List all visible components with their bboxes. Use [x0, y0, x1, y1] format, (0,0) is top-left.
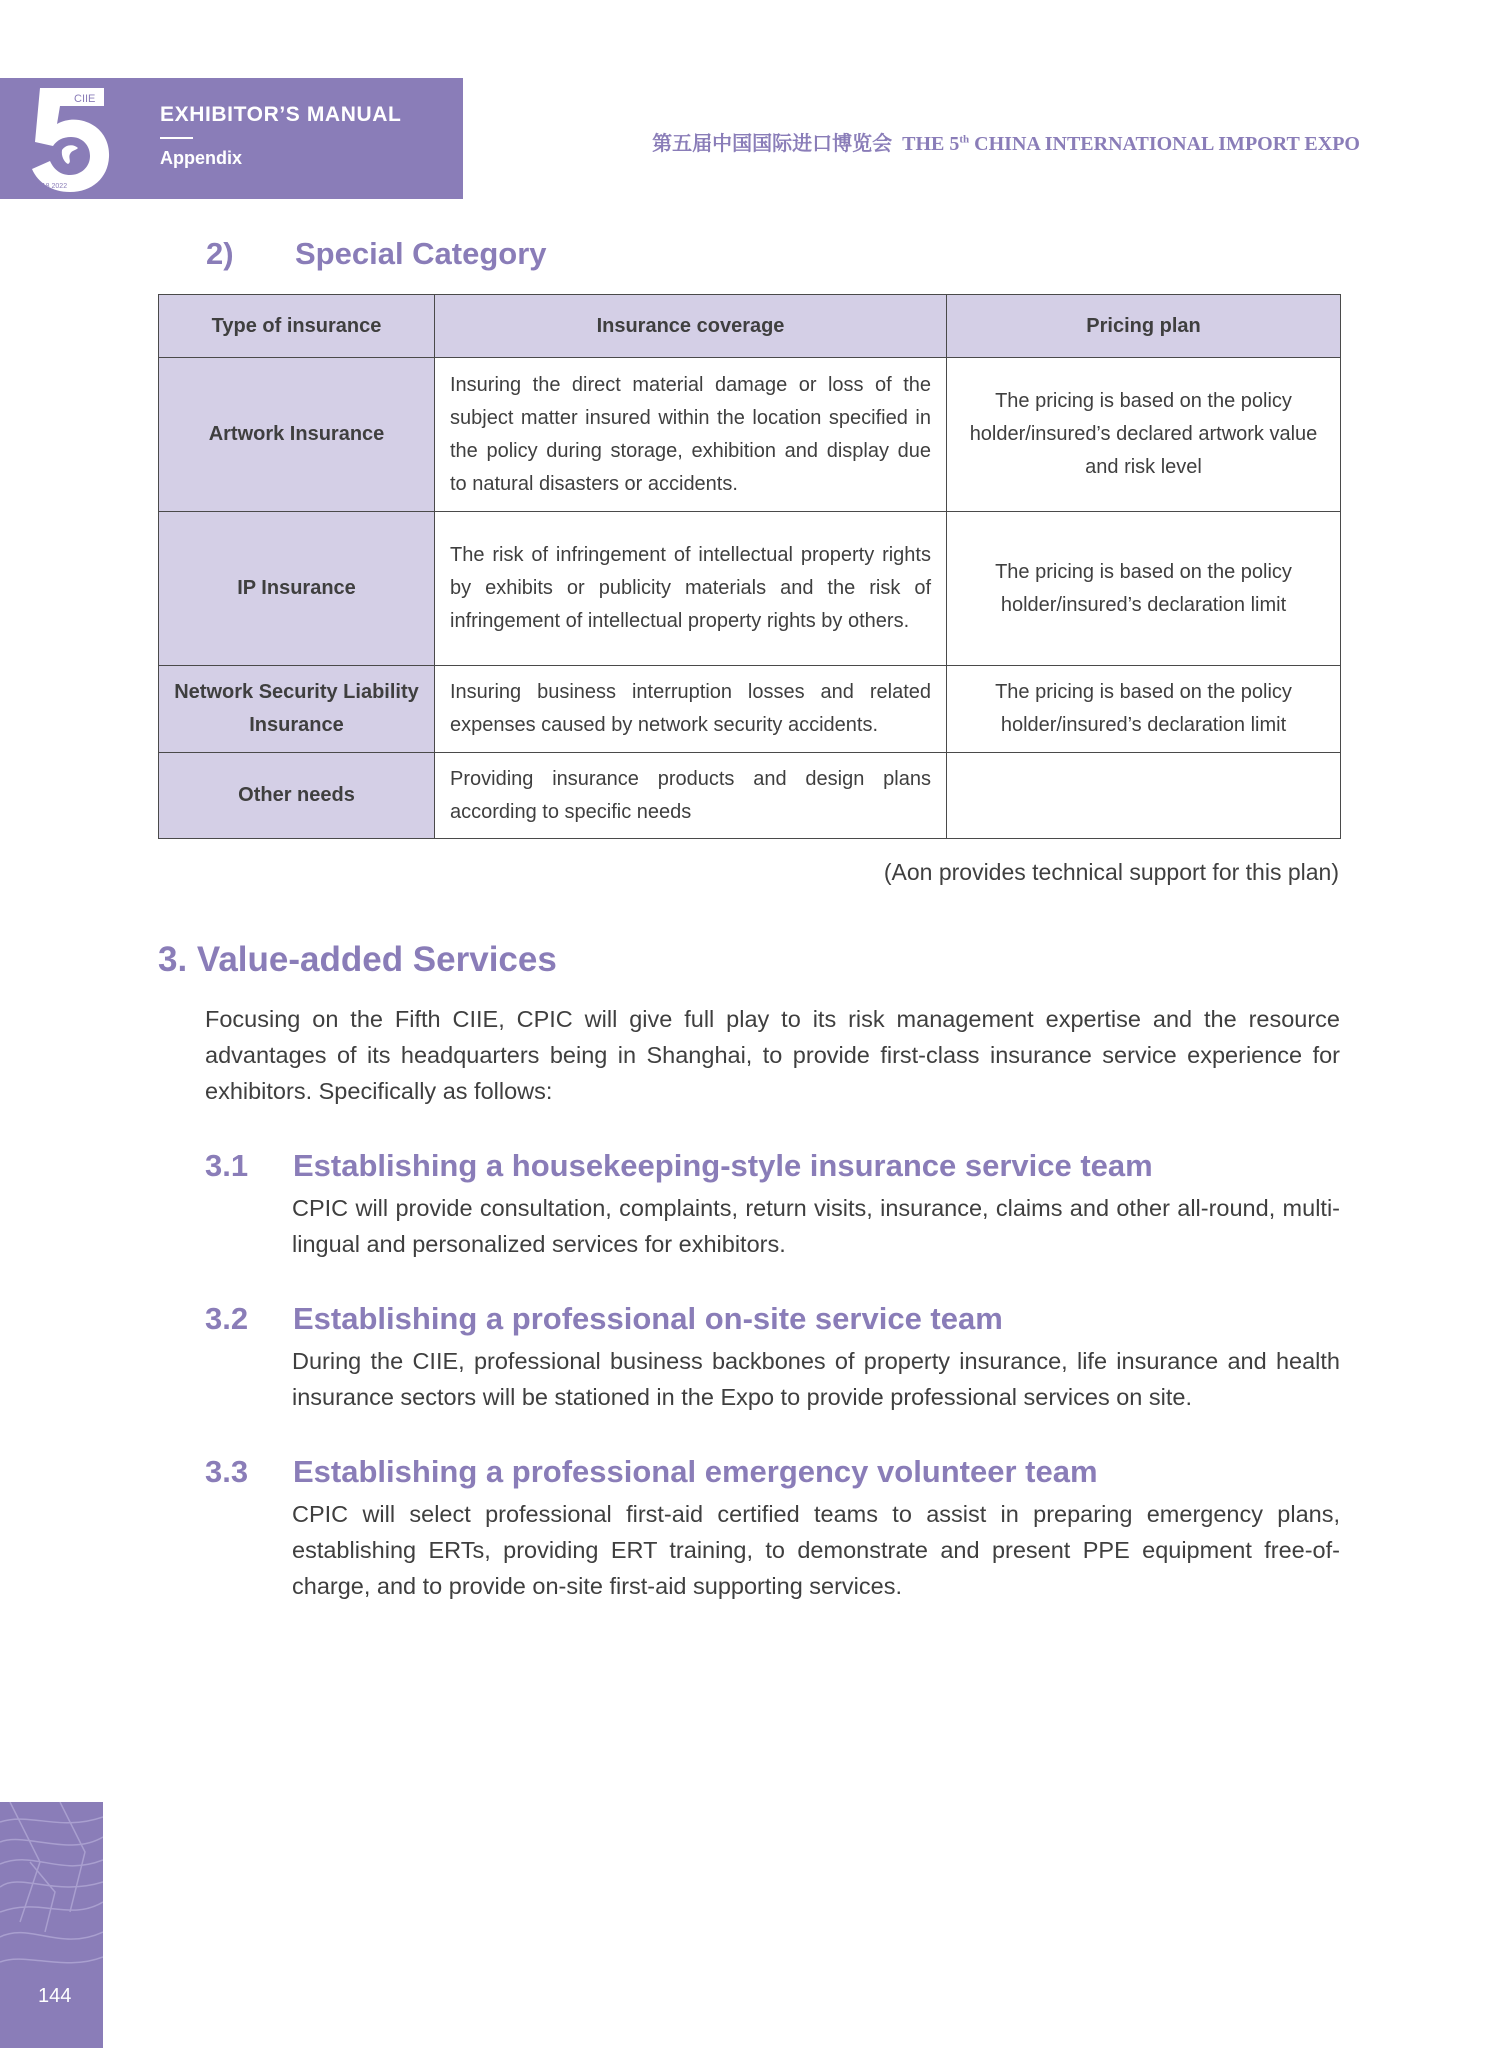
expo-name-en-sup: th	[959, 133, 970, 146]
cell-coverage: The risk of infringement of intellectual property rights by exhibits or publicity materials and the risk of infringement of intellectual property rights by others.	[435, 512, 947, 666]
value-added-intro: Focusing on the Fifth CIIE, CPIC will give full play to its risk management expertise and the resource advantages of its headquarters being in Shanghai, to provide first-class insurance service experience for exhibitors. Specifically as follows:	[205, 1006, 1340, 1104]
column-header-coverage: Insurance coverage	[435, 295, 947, 358]
item-title: Establishing a professional emergency volunteer team	[293, 1454, 1098, 1489]
table-header-row	[159, 295, 1341, 358]
cell-type: IP Insurance	[159, 512, 435, 666]
item-body: CPIC will select professional first-aid certified teams to assist in preparing emergency plans, establishing ERTs, providing ERT training, to demonstrate and present PPE equipment free-of-charge, and to provide on-site first-aid supporting services.	[292, 1501, 1340, 1599]
item-number: 3.3	[205, 1454, 249, 1489]
item-number: 3.2	[205, 1301, 249, 1336]
item-title: Establishing a professional on-site service team	[293, 1301, 1003, 1336]
item-body: CPIC will provide consultation, complaints, return visits, insurance, claims and other all-round, multi-lingual and personalized services for exhibitors.	[292, 1195, 1340, 1257]
cell-type: Other needs	[159, 753, 435, 839]
table-note: (Aon provides technical support for this plan)	[883, 859, 1339, 885]
table-row	[159, 512, 1341, 666]
item-title: Establishing a housekeeping-style insurance service team	[293, 1148, 1153, 1183]
header-divider	[160, 137, 193, 139]
cell-coverage: Insuring the direct material damage or loss of the subject matter insured within the location specified in the policy during storage, exhibition and display due to natural disasters or accidents.	[435, 358, 947, 512]
cell-pricing: The pricing is based on the policy holder/insured’s declaration limit	[947, 512, 1341, 666]
heading-title: Special Category	[295, 236, 547, 271]
cell-coverage: Insuring business interruption losses and related expenses caused by network security accidents.	[435, 666, 947, 753]
expo-name	[652, 127, 1360, 156]
svg-text:2018 2022: 2018 2022	[34, 183, 68, 190]
table-row	[159, 753, 1341, 839]
heading-number: 2)	[206, 236, 234, 271]
special-category-heading	[206, 236, 547, 272]
cell-coverage: Providing insurance products and design plans according to specific needs	[435, 753, 947, 839]
item-heading	[205, 1454, 1098, 1490]
footer-band	[0, 1802, 103, 2048]
column-header-pricing: Pricing plan	[947, 295, 1341, 358]
cell-type: Artwork Insurance	[159, 358, 435, 512]
column-header-type: Type of insurance	[159, 295, 435, 358]
item-heading	[205, 1148, 1153, 1184]
insurance-table	[158, 294, 1341, 839]
page-number: 144	[38, 1985, 72, 2007]
cell-pricing: The pricing is based on the policy holder/insured’s declared artwork value and risk level	[947, 358, 1341, 512]
svg-text:CIIE: CIIE	[74, 93, 96, 105]
value-added-heading: 3. Value-added Services	[158, 940, 557, 979]
decorative-pattern	[0, 1802, 103, 2048]
expo-name-cn: 第五届中国国际进口博览会	[652, 133, 893, 155]
manual-title: EXHIBITOR’S MANUAL	[160, 103, 402, 126]
ciie-5-logo	[26, 84, 116, 196]
cell-type: Network Security Liability Insurance	[159, 666, 435, 753]
cell-pricing: The pricing is based on the policy holder/insured’s declaration limit	[947, 666, 1341, 753]
table-row	[159, 666, 1341, 753]
section-label: Appendix	[160, 148, 243, 168]
table-row	[159, 358, 1341, 512]
expo-name-en-pre: THE 5	[902, 133, 960, 155]
item-heading	[205, 1301, 1003, 1337]
expo-name-en-post: CHINA INTERNATIONAL IMPORT EXPO	[969, 133, 1360, 155]
item-number: 3.1	[205, 1148, 249, 1183]
cell-pricing	[947, 753, 1341, 839]
item-body: During the CIIE, professional business backbones of property insurance, life insurance and health insurance sectors will be stationed in the Expo to provide professional services on site.	[292, 1348, 1340, 1410]
